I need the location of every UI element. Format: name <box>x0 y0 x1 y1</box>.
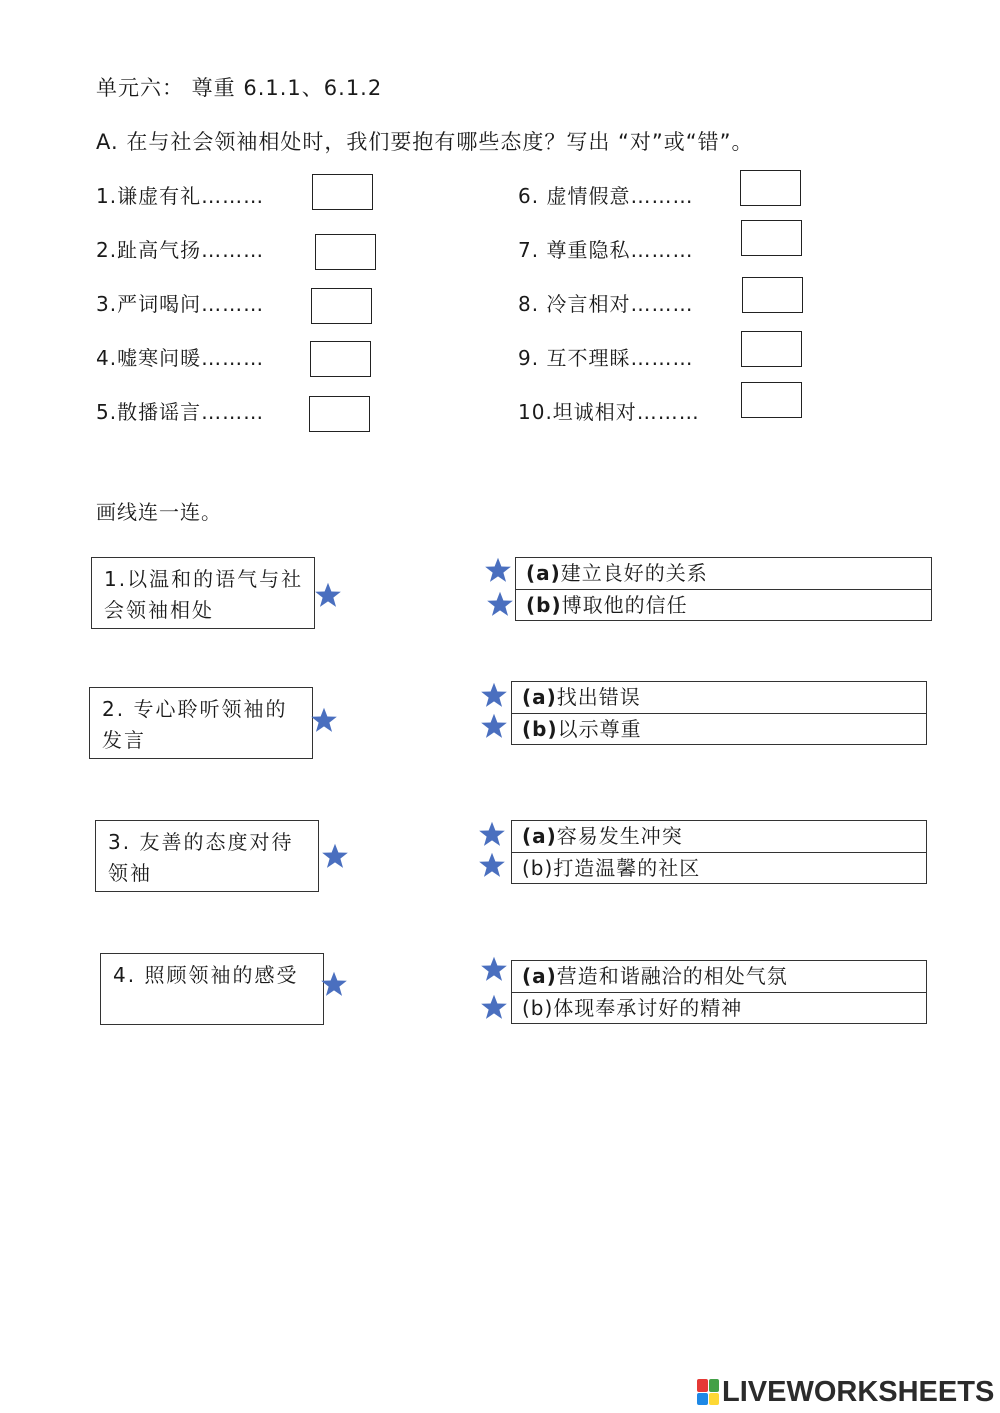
option-1b-star-icon[interactable] <box>486 590 514 618</box>
item-1-label: 1.谦虚有礼……… <box>96 184 265 208</box>
section-a-question: A. 在与社会领袖相处时，我们要抱有哪些态度？写出 “对”或“错”。 <box>96 130 754 154</box>
item-3-label: 3.严词喝问……… <box>96 292 265 316</box>
option-2a <box>512 682 926 713</box>
logo-badge-cell <box>697 1393 708 1406</box>
option-2b <box>512 713 926 744</box>
option-2a-text: 找出错误 <box>556 685 641 709</box>
option-2a-label: (a) <box>522 685 557 709</box>
answer-box-5[interactable] <box>309 396 370 432</box>
option-3b-star-icon[interactable] <box>478 851 506 879</box>
option-1b-label: (b) <box>526 593 562 617</box>
option-4a-star-icon[interactable] <box>480 955 508 983</box>
prompt-3-star-icon[interactable] <box>321 842 349 870</box>
answer-box-10[interactable] <box>741 382 802 418</box>
answer-box-9[interactable] <box>741 331 802 367</box>
option-4b-label: (b) <box>522 996 554 1020</box>
logo-badge-icon <box>697 1379 719 1405</box>
option-4a <box>512 961 926 992</box>
item-8-label: 8. 冷言相对……… <box>518 292 694 316</box>
prompt-1-star-icon[interactable] <box>314 581 342 609</box>
option-4b-text: 体现奉承讨好的精神 <box>553 996 743 1020</box>
option-4a-text: 营造和谐融洽的相处气氛 <box>556 964 788 988</box>
option-2b-label: (b) <box>522 717 558 741</box>
page-title: 单元六： 尊重 6.1.1、6.1.2 <box>96 76 383 100</box>
option-4b <box>512 992 926 1023</box>
item-6-label: 6. 虚情假意……… <box>518 184 694 208</box>
match-options-1 <box>515 557 932 621</box>
option-1a <box>516 558 931 589</box>
answer-box-7[interactable] <box>741 220 802 256</box>
match-prompt-2: 2. 专心聆听领袖的发言 <box>89 687 313 759</box>
item-9-label: 9. 互不理睬……… <box>518 346 694 370</box>
prompt-4-star-icon[interactable] <box>320 970 348 998</box>
option-3a-star-icon[interactable] <box>478 820 506 848</box>
option-1a-label: (a) <box>526 561 561 585</box>
option-2b-star-icon[interactable] <box>480 712 508 740</box>
section-b-heading: 画线连一连。 <box>96 500 222 524</box>
option-4b-star-icon[interactable] <box>480 993 508 1021</box>
answer-box-3[interactable] <box>311 288 372 324</box>
item-10-label: 10.坦诚相对……… <box>518 400 700 424</box>
option-1a-text: 建立良好的关系 <box>560 561 708 585</box>
match-options-3 <box>511 820 927 884</box>
option-3a <box>512 821 926 852</box>
match-prompt-4: 4. 照顾领袖的感受 <box>100 953 324 1025</box>
option-3a-label: (a) <box>522 824 557 848</box>
match-prompt-3: 3. 友善的态度对待领袖 <box>95 820 319 892</box>
item-7-label: 7. 尊重隐私……… <box>518 238 694 262</box>
option-4a-label: (a) <box>522 964 557 988</box>
answer-box-2[interactable] <box>315 234 376 270</box>
logo-badge-cell <box>697 1379 708 1392</box>
option-3b <box>512 852 926 883</box>
answer-box-4[interactable] <box>310 341 371 377</box>
option-2a-star-icon[interactable] <box>480 681 508 709</box>
liveworksheets-logo <box>697 1374 994 1410</box>
logo-badge-cell <box>709 1379 720 1392</box>
match-options-2 <box>511 681 927 745</box>
logo-text: LIVEWORKSHEETS <box>722 1375 995 1408</box>
match-prompt-1: 1.以温和的语气与社会领袖相处 <box>91 557 315 629</box>
option-2b-text: 以示尊重 <box>557 717 642 741</box>
answer-box-8[interactable] <box>742 277 803 313</box>
option-1b <box>516 589 931 620</box>
option-3b-text: 打造温馨的社区 <box>553 856 701 880</box>
item-5-label: 5.散播谣言……… <box>96 400 265 424</box>
option-3a-text: 容易发生冲突 <box>556 824 683 848</box>
item-4-label: 4.嘘寒问暖……… <box>96 346 265 370</box>
prompt-2-star-icon[interactable] <box>310 706 338 734</box>
answer-box-6[interactable] <box>740 170 801 206</box>
option-1b-text: 博取他的信任 <box>561 593 688 617</box>
option-3b-label: (b) <box>522 856 554 880</box>
logo-badge-cell <box>709 1393 720 1406</box>
match-options-4 <box>511 960 927 1024</box>
option-1a-star-icon[interactable] <box>484 556 512 584</box>
answer-box-1[interactable] <box>312 174 373 210</box>
item-2-label: 2.趾高气扬……… <box>96 238 265 262</box>
